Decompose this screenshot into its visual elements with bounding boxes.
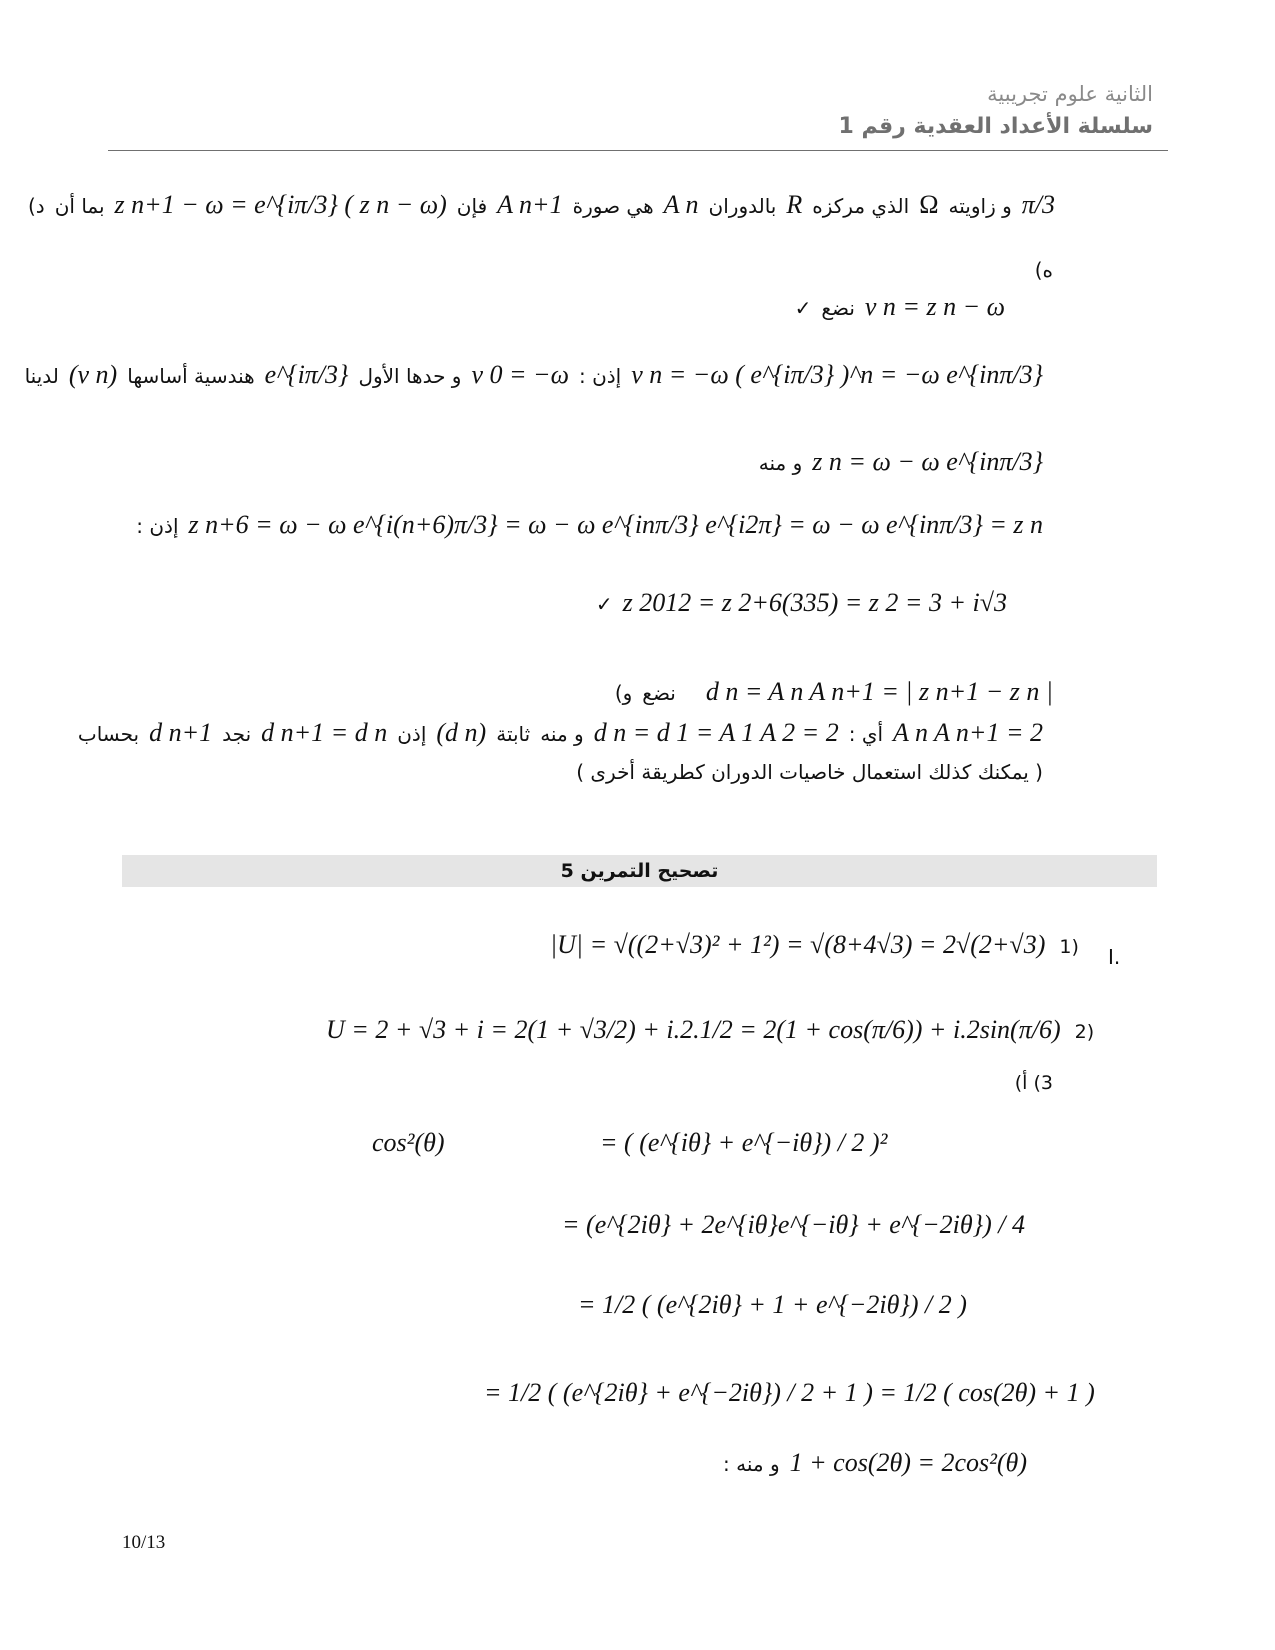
part-d-line xyxy=(28,190,1055,220)
part-f-note: ( يمكنك كذلك استعمال خاصيات الدوران كطريقة أخرى ) xyxy=(576,760,1043,784)
part-f-eq3: A n A n+1 = 2 xyxy=(893,718,1043,747)
part-e-line2 xyxy=(25,360,1043,390)
part-e-line2-text-c: و حدها الأول xyxy=(358,364,462,388)
part-e-label: ه) xyxy=(1034,258,1053,282)
part-d-r: R xyxy=(786,190,803,219)
part-f-line1 xyxy=(615,677,1053,707)
q1-formula: |U| = √((2+√3)² + 1²) = √(8+4√3) = 2√(2+√3) xyxy=(550,930,1046,959)
part-e-line3 xyxy=(759,447,1043,477)
part-e-check1-text: نضع xyxy=(821,296,855,320)
check-icon: ✓ xyxy=(595,592,613,616)
part-e-line3-text: و منه xyxy=(758,451,803,475)
part-f-text-b: بحساب xyxy=(77,722,140,746)
q2-line xyxy=(326,1015,1094,1045)
part-d-text-b: فإن xyxy=(456,194,488,218)
conclusion-line xyxy=(723,1448,1027,1478)
q2-label: 2) xyxy=(1074,1021,1095,1043)
part-e-line2-formula: v n = −ω ( e^{iπ/3} )^n = −ω e^{inπ/3} xyxy=(631,360,1043,389)
part-e-check2 xyxy=(596,588,1007,618)
part-e-line4-text: إذن : xyxy=(136,514,179,538)
part-f-text-e: ثابتة xyxy=(496,722,531,746)
part-e-check1 xyxy=(795,292,1005,322)
part-d-label: د) xyxy=(28,194,45,218)
conclusion-text: و منه : xyxy=(723,1452,780,1476)
cos-step2: = (e^{2iθ} + 2e^{iθ}e^{−iθ} + e^{−2iθ}) / 4 xyxy=(562,1210,1025,1239)
part-e-line3-formula: z n = ω − ω e^{inπ/3} xyxy=(812,447,1043,476)
part-e-line2-v0: v 0 = −ω xyxy=(471,360,569,389)
part-f-dn1: d n+1 xyxy=(149,718,213,747)
part-f-line2 xyxy=(78,718,1043,748)
header-level: الثانية علوم تجريبية xyxy=(987,82,1153,106)
cos-lhs: cos²(θ) xyxy=(372,1128,445,1157)
part-d-text-c: هي صورة xyxy=(572,194,654,218)
part-e-line2-text-b: هندسية أساسها xyxy=(127,364,255,388)
part-f-text-c: نجد xyxy=(222,722,252,746)
part-f-text-a: نضع xyxy=(642,681,676,705)
part-d-text-e: الذي مركزه xyxy=(812,194,910,218)
part-f-eq2: d n = d 1 = A 1 A 2 = 2 xyxy=(593,718,839,747)
header-series-title: سلسلة الأعداد العقدية رقم 1 xyxy=(838,114,1153,139)
part-f-eq1: d n+1 = d n xyxy=(261,718,388,747)
part-f-label: و) xyxy=(614,681,633,705)
part-f-text-g: أي : xyxy=(848,722,884,746)
conclusion-formula: 1 + cos(2θ) = 2cos²(θ) xyxy=(789,1448,1027,1477)
part-d-angle: π/3 xyxy=(1021,190,1055,219)
page-number: 10/13 xyxy=(122,1532,166,1553)
part-d-omega: Ω xyxy=(919,190,939,219)
part-e-line2-text-a: لدينا xyxy=(24,364,59,388)
part-d-a-next: A n+1 xyxy=(497,190,563,219)
q1-line xyxy=(550,930,1079,960)
section-title: تصحيح التمرين 5 xyxy=(560,860,719,882)
cos-step1: = ( (e^{iθ} + e^{−iθ}) / 2 )² xyxy=(600,1128,888,1157)
part-f-text-d: إذن xyxy=(397,722,427,746)
part-e-line2-vn: (v n) xyxy=(68,360,118,389)
part-f-formula-a: d n = A n A n+1 = | z n+1 − z n | xyxy=(705,677,1053,706)
part-d-text-a: بما أن xyxy=(54,194,105,218)
part-e-line2-text-d: إذن : xyxy=(578,364,622,388)
part-d-formula-a: z n+1 − ω = e^{iπ/3} ( z n − ω) xyxy=(114,190,447,219)
part-f-dn: (d n) xyxy=(436,718,487,747)
header-divider xyxy=(108,150,1168,151)
part-e-check2-formula: z 2012 = z 2+6(335) = z 2 = 3 + i√3 xyxy=(622,588,1007,617)
cos-step3: = 1/2 ( (e^{2iθ} + 1 + e^{−2iθ}) / 2 ) xyxy=(578,1290,967,1319)
check-icon: ✓ xyxy=(794,296,812,320)
cos-step4: = 1/2 ( (e^{2iθ} + e^{−2iθ}) / 2 + 1 ) = 1/2 ( cos(2θ) + 1 ) xyxy=(484,1378,1095,1407)
q3-label: 3) أ) xyxy=(1014,1072,1053,1094)
part-e-line4-formula: z n+6 = ω − ω e^{i(n+6)π/3} = ω − ω e^{inπ/3} e^{i2π} = ω − ω e^{inπ/3} = z n xyxy=(188,510,1043,539)
part-e-line2-base: e^{iπ/3} xyxy=(264,360,349,389)
q1-label: 1) xyxy=(1059,936,1079,958)
part-d-a-n: A n xyxy=(663,190,699,219)
part-d-text-d: بالدوران xyxy=(708,194,777,218)
part-d-text-f: و زاويته xyxy=(948,194,1012,218)
part-i-label: I. xyxy=(1108,945,1121,969)
part-e-check1-formula: v n = z n − ω xyxy=(864,292,1005,321)
q2-formula: U = 2 + √3 + i = 2(1 + √3/2) + i.2.1/2 = 2(1 + cos(π/6)) + i.2sin(π/6) xyxy=(326,1015,1061,1044)
part-e-line4 xyxy=(136,510,1043,540)
part-f-text-f: و منه xyxy=(540,722,584,746)
